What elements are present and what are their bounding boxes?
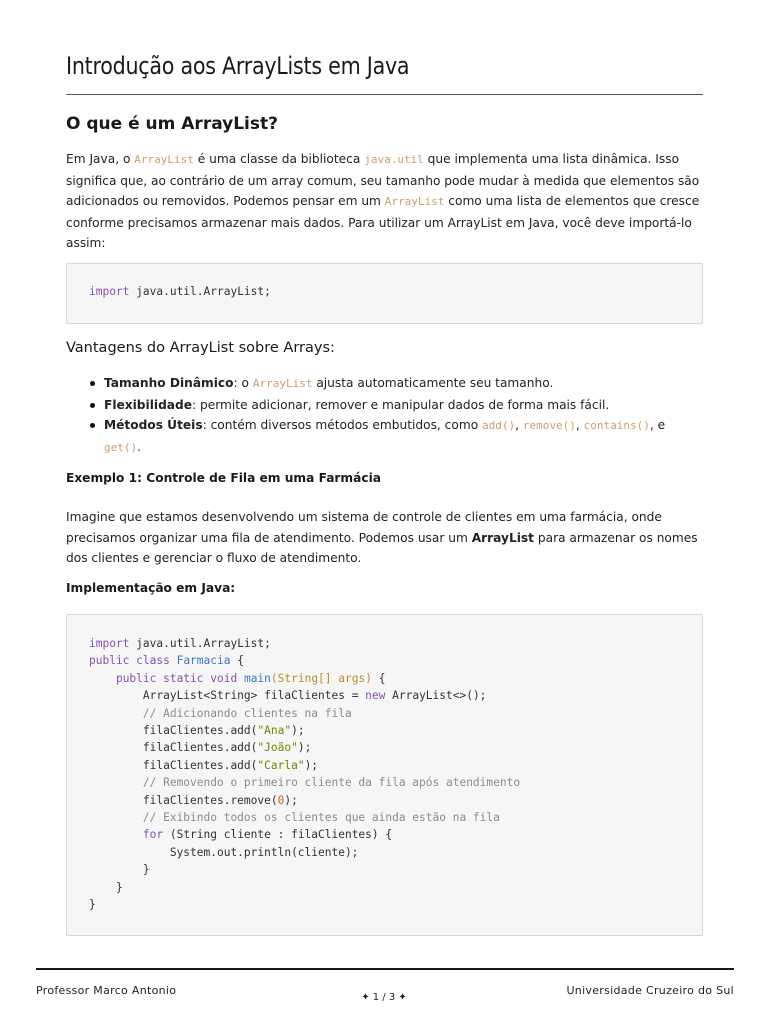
item-text: : contém diversos métodos embutidos, como <box>202 418 483 432</box>
code-text: } <box>142 863 150 877</box>
footer-divider <box>36 968 734 970</box>
title-divider <box>66 94 703 95</box>
list-item <box>104 415 704 458</box>
intro-text-2: é uma classe da biblioteca <box>193 152 365 166</box>
code-text: ArrayList<String> filaClientes = <box>142 689 366 703</box>
code-text: System.out.println(cliente); <box>169 845 359 859</box>
code-text: ); <box>304 758 319 772</box>
code-keyword: import <box>89 637 130 650</box>
list-item <box>104 373 704 395</box>
item-text: : permite adicionar, remover e manipular dados de forma mais fácil. <box>192 397 610 412</box>
code-text: ); <box>291 724 305 738</box>
code-number: 0 <box>277 793 285 807</box>
code-text: filaClientes.remove( <box>142 793 278 807</box>
code-keyword: new <box>365 689 386 703</box>
intro-text-4: como uma lista de elementos que cresce conforme precisamos armazenar mais dados. Para utilizar um ArrayList em Java, você deve importá-lo assim: <box>66 194 700 250</box>
item-bold: Métodos Úteis <box>104 418 203 432</box>
implementation-title: Implementação em Java: <box>66 581 236 595</box>
inline-code: add() <box>482 419 516 432</box>
section-heading: O que é um ArrayList? <box>66 114 278 134</box>
code-text: } <box>115 880 123 894</box>
example-bold: ArrayList <box>471 530 534 545</box>
advantages-heading: Vantagens do ArrayList sobre Arrays: <box>66 340 335 356</box>
footer-institution: Universidade Cruzeiro do Sul <box>566 984 734 997</box>
footer-author: Professor Marco Antonio <box>36 984 177 997</box>
code-keyword: public static void <box>115 671 238 685</box>
import-code-block <box>66 263 703 324</box>
intro-text-3: que implementa uma lista dinâmica. Isso significa que, ao contrário de um array comum, seu tamanho pode mudar à medida que elementos são adicionados ou removidos. Podemos pensar em um <box>66 152 700 208</box>
code-text: filaClientes.add( <box>142 741 258 755</box>
page-title: Introdução aos ArrayLists em Java <box>66 52 410 80</box>
code-text: } <box>89 898 96 912</box>
item-text: ajusta automaticamente seu tamanho. <box>312 376 554 390</box>
code-comment: // Adicionando clientes na fila <box>142 706 352 720</box>
code-text: java.util.ArrayList; <box>129 285 271 298</box>
inline-code: remove() <box>522 419 576 432</box>
code-keyword: import <box>89 285 130 298</box>
item-text: . <box>137 439 141 454</box>
code-string: "Ana" <box>257 724 292 738</box>
item-bold: Tamanho Dinâmico <box>104 376 234 390</box>
code-text: filaClientes.add( <box>142 758 258 772</box>
code-text: ); <box>297 741 312 755</box>
item-bold: Flexibilidade <box>104 397 193 412</box>
code-string: "Carla" <box>257 758 305 772</box>
example-text-2: para armazenar os nomes dos clientes e gerenciar o fluxo de atendimento. <box>66 530 698 565</box>
example-text-1: Imagine que estamos desenvolvendo um sistema de controle de clientes em uma farmácia, onde precisamos organizar uma fila de atendimento. Podemos usar um <box>66 510 662 545</box>
page-number: ✦ 1 / 3 ✦ <box>361 992 407 1003</box>
inline-code: contains() <box>583 419 650 432</box>
inline-code: ArrayList <box>384 195 445 208</box>
code-line <box>89 285 271 298</box>
code-keyword: for <box>142 828 164 842</box>
inline-code: java.util <box>364 153 424 166</box>
code-text: ); <box>284 793 298 807</box>
intro-text-1: Em Java, o <box>66 152 135 166</box>
code-params: (String[] args) <box>270 671 372 685</box>
item-text: , <box>515 418 523 432</box>
code-comment: // Exibindo todos os clientes que ainda estão na fila <box>142 811 500 825</box>
code-listing <box>89 635 520 914</box>
code-comment: // Removendo o primeiro cliente da fila após atendimento <box>142 776 521 790</box>
item-text: , e <box>649 418 666 432</box>
inline-code: ArrayList <box>134 153 194 166</box>
code-keyword: public class <box>89 654 170 668</box>
code-text: { <box>230 654 244 668</box>
code-string: "João" <box>257 741 298 755</box>
example-paragraph <box>66 507 703 569</box>
java-code-block <box>66 614 703 936</box>
intro-paragraph <box>66 149 703 254</box>
inline-code: ArrayList <box>252 377 313 390</box>
example-title: Exemplo 1: Controle de Fila em uma Farmácia <box>66 471 381 485</box>
code-text: (String cliente : filaClientes) { <box>163 828 393 842</box>
code-text: java.util.ArrayList; <box>129 637 271 650</box>
inline-code: get() <box>104 440 138 454</box>
item-text: : o <box>233 376 253 390</box>
code-text: filaClientes.add( <box>142 724 258 738</box>
code-class-name: Farmacia <box>176 654 231 668</box>
advantages-list <box>66 373 704 458</box>
list-item <box>104 395 704 416</box>
item-text: , <box>575 418 584 432</box>
code-text: { <box>371 671 386 685</box>
code-text: ArrayList<>(); <box>385 689 487 703</box>
code-method-name: main <box>243 671 271 685</box>
